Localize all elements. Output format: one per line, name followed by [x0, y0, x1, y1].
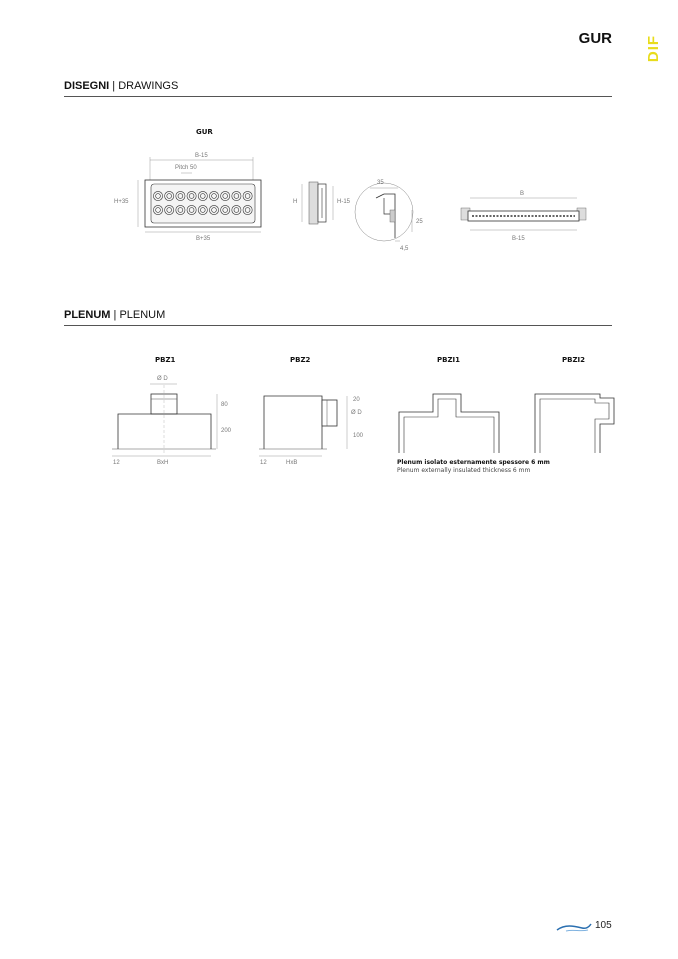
insulation-note-en: Plenum externally insulated thickness 6 mm [397, 467, 531, 474]
dim-b: B [520, 191, 525, 197]
dim-4-5: 4,5 [400, 246, 409, 252]
pbz1-dim-80: 80 [221, 402, 228, 408]
pbz1-label: PBZ1 [155, 356, 176, 364]
pbz1-drawing [112, 376, 232, 466]
gur-detail-circle [355, 180, 423, 252]
dim-h: H [293, 199, 298, 205]
drawings-heading-en: DRAWINGS [118, 80, 179, 92]
drawings-heading-it: DISEGNI [64, 80, 110, 92]
plenum-heading-separator: | [110, 309, 120, 321]
product-title: GUR [578, 30, 612, 47]
dim-pitch: Pitch 50 [175, 165, 197, 171]
pbz2-dim-12: 12 [260, 460, 267, 466]
pbz2-label: PBZ2 [290, 356, 311, 364]
plenum-section-heading [64, 309, 165, 321]
pbz2-dim-100: 100 [353, 433, 364, 439]
pbz1-dim-12: 12 [113, 460, 120, 466]
gur-figure-caption: GUR [196, 128, 213, 136]
wave-logo-icon [557, 924, 591, 931]
pbz2-dim-diameter: Ø D [351, 410, 362, 416]
category-side-tab-label: DIF [645, 34, 663, 63]
plenum-section-rule [64, 325, 612, 326]
dim-b-minus-15-right: B-15 [512, 236, 525, 242]
gur-front-view [114, 153, 261, 242]
dim-35: 35 [377, 180, 384, 186]
pbzi1-drawing [399, 394, 499, 453]
plenum-heading-en: PLENUM [119, 309, 166, 321]
plenum-heading-it: PLENUM [64, 309, 111, 321]
pbzi1-label: PBZI1 [437, 356, 461, 364]
dim-25: 25 [416, 219, 423, 225]
gur-side-section [293, 182, 351, 224]
page-number: 105 [595, 920, 612, 931]
gur-plan-view [461, 191, 586, 242]
pbzi2-label: PBZI2 [562, 356, 586, 364]
pbz2-dim-hxb: HxB [286, 460, 298, 466]
pbz1-dim-diameter: Ø D [157, 376, 168, 382]
dim-h-plus-35: H+35 [114, 199, 129, 205]
pbzi2-drawing [535, 394, 614, 453]
pbz1-dim-200: 200 [221, 428, 232, 434]
dim-b-minus-15-top: B-15 [195, 153, 208, 159]
dim-b-plus-35: B+35 [196, 236, 211, 242]
pbz1-dim-bxh: BxH [157, 460, 169, 466]
dim-h-minus-15: H-15 [337, 199, 351, 205]
insulation-note-it: Plenum isolato esternamente spessore 6 mm [397, 459, 550, 466]
drawings-heading-separator: | [109, 80, 119, 92]
pbz2-drawing [259, 396, 364, 466]
pbz2-dim-20: 20 [353, 397, 360, 403]
